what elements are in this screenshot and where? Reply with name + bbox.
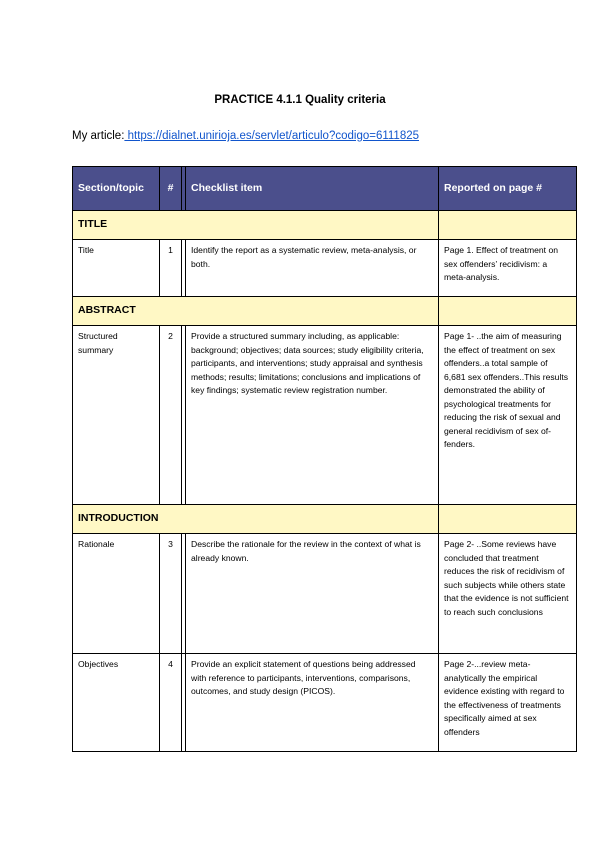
row-reported: Page 2- ..Some reviews have concluded that treatment reduces the risk of recidivism of such subjects while others state that the evidence is not sufficient to reach such conclusions xyxy=(439,534,577,654)
row-checklist-item: Identify the report as a systematic review, meta-analysis, or both. xyxy=(186,240,439,297)
row-reported: Page 1. Effect of treatment on sex offenders’ recidivism: a meta-analysis. xyxy=(439,240,577,297)
header-number: # xyxy=(160,167,182,211)
table-row xyxy=(73,326,577,505)
section-blank-cell xyxy=(439,297,577,326)
row-topic: Structured summary xyxy=(73,326,160,505)
section-label: INTRODUCTION xyxy=(73,505,439,534)
table-row xyxy=(73,534,577,654)
section-label: ABSTRACT xyxy=(73,297,439,326)
row-checklist-item: Provide a structured summary including, as applicable: background; objectives; data sources; study eligibility criteria, participants, and interventions; study appraisal and synthesis methods; results; limitations; conclusions and implications of key findings; systematic review registration number. xyxy=(186,326,439,505)
header-reported-on-page: Reported on page # xyxy=(439,167,577,211)
row-number: 4 xyxy=(160,654,182,752)
row-checklist-item: Provide an explicit statement of questions being addressed with reference to participants, interventions, comparisons, outcomes, and study design (PICOS). xyxy=(186,654,439,752)
row-reported: Page 2-...review meta-analytically the empirical evidence existing with regard to the effectiveness of treatments specifically aimed at sex offenders xyxy=(439,654,577,752)
checklist-table xyxy=(72,166,577,752)
row-checklist-item: Describe the rationale for the review in the context of what is already known. xyxy=(186,534,439,654)
section-blank-cell xyxy=(439,505,577,534)
row-number: 2 xyxy=(160,326,182,505)
header-section-topic: Section/topic xyxy=(73,167,160,211)
table-row xyxy=(73,240,577,297)
header-checklist-item: Checklist item xyxy=(186,167,439,211)
table-header-row xyxy=(73,167,577,211)
section-row-introduction xyxy=(73,505,577,534)
page-title: PRACTICE 4.1.1 Quality criteria xyxy=(214,94,386,106)
row-number: 3 xyxy=(160,534,182,654)
section-row-title xyxy=(73,211,577,240)
section-blank-cell xyxy=(439,211,577,240)
row-topic: Objectives xyxy=(73,654,160,752)
section-row-abstract xyxy=(73,297,577,326)
row-reported: Page 1- ..the aim of measuring the effect of treatment on sex offenders..a total sample of 6,681 sex offenders..This results demonstrated the ability of psychological treatments for reducing the risk of sexual and general recidivism of sex of-fenders. xyxy=(439,326,577,505)
row-topic: Title xyxy=(73,240,160,297)
row-number: 1 xyxy=(160,240,182,297)
row-topic: Rationale xyxy=(73,534,160,654)
article-reference xyxy=(72,130,419,142)
section-label: TITLE xyxy=(73,211,439,240)
table-row xyxy=(73,654,577,752)
article-label: My article: xyxy=(72,130,125,142)
article-link[interactable]: https://dialnet.unirioja.es/servlet/articulo?codigo=6111825 xyxy=(124,130,420,142)
